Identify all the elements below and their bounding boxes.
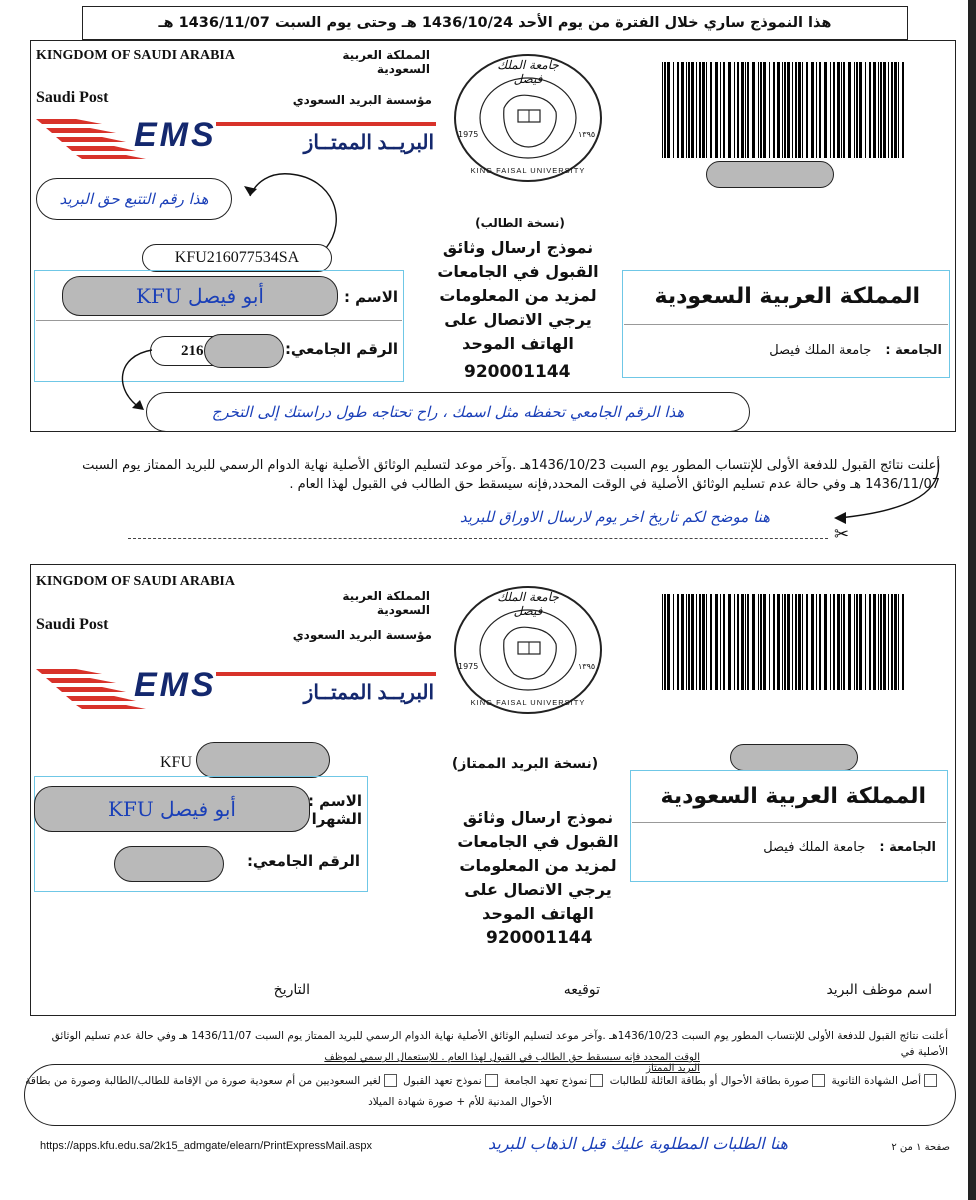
- barcode-bar: [747, 594, 749, 690]
- saudi-post-en: Saudi Post: [36, 89, 109, 106]
- barcode-bar: [681, 62, 684, 158]
- barcode-bar: [737, 594, 739, 690]
- post-university-row: [640, 840, 936, 855]
- barcode-bar: [662, 594, 663, 690]
- checklist-item[interactable]: صورة بطاقة الأحوال أو بطاقة العائلة للطالبات: [610, 1075, 828, 1087]
- tracking-arrow: [230, 160, 350, 250]
- barcode-bar: [811, 594, 814, 690]
- barcode-bar: [686, 594, 687, 690]
- barcode-bar: [664, 594, 666, 690]
- university-seal-2: [452, 584, 604, 716]
- barcode-bar: [667, 62, 670, 158]
- barcode-bar: [898, 594, 899, 690]
- barcode-bar: [843, 62, 845, 158]
- barcode-bar: [888, 594, 889, 690]
- barcode-bar: [792, 594, 793, 690]
- barcode-bar: [752, 594, 755, 690]
- barcode-bar: [888, 62, 889, 158]
- seal-year-hijri: ١٣٩٥: [578, 130, 596, 139]
- barcode-bar: [728, 62, 731, 158]
- barcode: [660, 62, 910, 160]
- notice-text: أعلنت نتائج القبول للدفعة الأولى للإنتساب المطور يوم السبت 1436/10/23هـ .وآخر موعد لتسليم الوثائق الأصلية نهاية الدوام الرسمي للبريد الممتاز يوم السبت 1436/11/07 هـ وفي حالة عدم تسليم الوثائق الأصلية في الوقت المحدد,فإنه سيسقط حق الطالب في القبول لهذا العام .: [82, 458, 940, 492]
- sig-signature: توقيعه: [563, 982, 600, 998]
- seal-english-text: KING FAISAL UNIVERSITY: [470, 166, 586, 175]
- barcode-bar: [784, 594, 786, 690]
- barcode-bar: [802, 594, 803, 690]
- barcode-bar: [688, 594, 690, 690]
- barcode-bar: [673, 594, 674, 690]
- barcode-bar: [710, 62, 712, 158]
- seal-year-greg: 1975: [458, 130, 479, 139]
- ems-logo-2: [36, 666, 436, 710]
- university-row: [630, 343, 942, 358]
- barcode-bar: [763, 62, 766, 158]
- seal-year-hijri-2: ١٣٩٥: [578, 662, 596, 671]
- barcode-bar: [706, 594, 707, 690]
- barcode-bar: [734, 594, 735, 690]
- barcode-bar: [806, 594, 808, 690]
- barcode-bar: [706, 62, 707, 158]
- barcode-bar: [715, 62, 718, 158]
- barcode-bar: [833, 594, 835, 690]
- checklist-item[interactable]: نموذج تعهد القبول: [403, 1075, 501, 1087]
- barcode-bar: [883, 62, 886, 158]
- footer-page: صفحة ١ من ٢: [891, 1142, 950, 1153]
- barcode-bar: [723, 62, 725, 158]
- barcode-bar: [894, 594, 897, 690]
- barcode-bar: [795, 62, 797, 158]
- university-label: الجامعة :: [885, 343, 942, 358]
- barcode-bar: [777, 594, 780, 690]
- post-copy-label: (نسخة البريد الممتاز): [451, 756, 599, 772]
- barcode-bar: [816, 594, 817, 690]
- kingdom-ar-2: المملكة العربية السعودية: [342, 589, 430, 617]
- barcode-bar: [777, 62, 780, 158]
- post-id-label: الرقم الجامعي:: [246, 852, 360, 870]
- barcode-bar: [816, 62, 817, 158]
- barcode-bar: [691, 594, 694, 690]
- barcode-bar: [848, 62, 851, 158]
- barcode-bar: [667, 594, 670, 690]
- saudi-post-ar: مؤسسة البريد السعودي: [292, 93, 432, 107]
- barcode-bar: [741, 594, 744, 690]
- barcode-bars-2: [660, 594, 910, 692]
- barcode-bar: [856, 62, 858, 158]
- barcode-bar: [720, 62, 721, 158]
- seal-arabic-text: جامعة الملك فيصل: [497, 58, 559, 86]
- barcode-bar: [798, 62, 801, 158]
- saudi-post-ar-2: مؤسسة البريد السعودي: [292, 628, 432, 642]
- ems-latin-text-2: EMS: [134, 666, 217, 704]
- barcode-bar: [673, 62, 674, 158]
- cut-line: [128, 538, 828, 539]
- barcode-bar: [859, 594, 862, 690]
- barcode-bar: [902, 594, 904, 690]
- sig-date: التاريخ: [273, 982, 310, 998]
- form-title: نموذج ارسال وثائق القبول في الجامعات لمزيد من المعلومات يرجي الاتصال على الهاتف الموحد: [437, 238, 599, 353]
- barcode-bar: [758, 594, 759, 690]
- student-id-value: 216: [150, 336, 280, 366]
- barcode-bar: [728, 594, 731, 690]
- page-edge: [968, 0, 976, 1200]
- barcode-bar: [856, 594, 858, 690]
- barcode-bar: [720, 594, 721, 690]
- barcode-bar: [854, 594, 855, 690]
- ems-logo: [36, 116, 436, 160]
- barcode-bar: [760, 62, 762, 158]
- barcode-bar: [763, 594, 766, 690]
- barcode-bar: [745, 594, 746, 690]
- student-copy-label: (نسخة الطالب): [475, 216, 565, 230]
- barcode-bar: [865, 62, 866, 158]
- barcode-redacted-2: [730, 744, 858, 771]
- kingdom-en: KINGDOM OF SAUDI ARABIA: [36, 48, 235, 63]
- barcode-bar: [837, 594, 840, 690]
- barcode-bar: [869, 594, 871, 690]
- ems-arabic-text-2: البريــد الممتــاز: [303, 682, 434, 704]
- barcode-bar: [686, 62, 687, 158]
- deadline-arrow: [820, 456, 950, 526]
- barcode-bar: [702, 62, 705, 158]
- barcode-bar: [841, 594, 842, 690]
- notice-small: أعلنت نتائج القبول للدفعة الأولى للإنتساب المطور يوم السبت 1436/10/23هـ .وآخر موعد لتسليم الوثائق الأصلية نهاية الدوام الرسمي للبريد الممتاز يوم السبت 1436/11/07 هـ وفي حالة عدم تسليم الوثائق الأصلية في: [51, 1030, 948, 1058]
- requirements-note: هنا الطلبات المطلوبة عليك قبل الذهاب للبريد: [488, 1134, 788, 1153]
- barcode-bar: [702, 594, 705, 690]
- barcode-redacted: [706, 161, 834, 188]
- student-id-label: الرقم الجامعي:: [284, 340, 398, 358]
- barcode-bar: [758, 62, 759, 158]
- barcode-bar: [830, 594, 831, 690]
- barcode-bar: [848, 594, 851, 690]
- barcode-bar: [880, 594, 882, 690]
- barcode-bar: [769, 594, 770, 690]
- barcode-bar: [737, 62, 739, 158]
- barcode-bar: [891, 62, 893, 158]
- barcode-bar: [696, 62, 697, 158]
- student-id-redacted: [204, 334, 284, 368]
- checklist-item[interactable]: لغير السعوديين من أم سعودية صورة من الإقامة للطالب/الطالبة وصورة من بطاقة: [25, 1075, 400, 1087]
- country-title: المملكة العربية السعودية: [654, 284, 920, 309]
- barcode-bar: [699, 594, 701, 690]
- barcode-bar: [894, 62, 897, 158]
- barcode-bar: [769, 62, 770, 158]
- barcode-bar: [841, 62, 842, 158]
- country-divider: [624, 324, 948, 325]
- ems-arabic-text: البريــد الممتــاز: [303, 132, 434, 154]
- barcode-bar: [869, 62, 871, 158]
- barcode-bar: [662, 62, 663, 158]
- notice-small-2: الوقت المحدد فإنه سيسقط حق الطالب في القبول لهذا العام . للإستعمال الرسمي لموظف البريد الممتاز: [324, 1052, 700, 1074]
- barcode-bar: [811, 62, 814, 158]
- barcode-bar: [696, 594, 697, 690]
- name-value: أبو فيصل KFU: [62, 276, 338, 316]
- barcode-bar: [873, 62, 876, 158]
- barcode-bar: [681, 594, 684, 690]
- barcode-bar: [837, 62, 840, 158]
- footer-url: https://apps.kfu.edu.sa/2k15_admgate/elearn/PrintExpressMail.aspx: [40, 1140, 373, 1152]
- post-form-title: نموذج ارسال وثائق القبول في الجامعات لمزيد من المعلومات يرجي الاتصال على الهاتف الموحد: [457, 808, 619, 923]
- barcode-bar: [824, 594, 827, 690]
- checklist-line2: الأحوال المدنية للأم + صورة شهادة الميلاد: [368, 1096, 552, 1108]
- barcode-bar: [798, 594, 801, 690]
- barcode-bar: [773, 594, 775, 690]
- checklist-row: [25, 1074, 940, 1087]
- barcode-bar: [752, 62, 755, 158]
- barcode-bar: [819, 62, 821, 158]
- tracking-number: KFU216077534SA: [142, 244, 332, 272]
- post-university-label: الجامعة :: [879, 840, 936, 855]
- deadline-note: هنا موضح لكم تاريخ اخر يوم لارسال الاوراق للبريد: [459, 508, 771, 526]
- checklist-item[interactable]: نموذج تعهد الجامعة: [504, 1075, 606, 1087]
- barcode-bar: [688, 62, 690, 158]
- sig-employee: اسم موظف البريد: [826, 982, 932, 998]
- post-country-title: المملكة العربية السعودية: [660, 784, 926, 809]
- barcode-bar: [664, 62, 666, 158]
- barcode-bar: [859, 62, 862, 158]
- validity-banner: هذا النموذج ساري خلال الفترة من يوم الأحد 1436/10/24 هـ وحتى يوم السبت 1436/11/07 هـ: [82, 6, 908, 40]
- barcode-bar: [878, 594, 879, 690]
- post-id-redacted: [114, 846, 224, 882]
- barcode-bar: [699, 62, 701, 158]
- barcode-bar: [773, 62, 775, 158]
- post-university-value: جامعة الملك فيصل: [763, 840, 866, 855]
- barcode-bar: [802, 62, 803, 158]
- barcode-bar: [741, 62, 744, 158]
- barcode-bar: [824, 62, 827, 158]
- barcode-bar: [710, 594, 712, 690]
- barcode-bar: [806, 62, 808, 158]
- barcode-bar: [902, 62, 904, 158]
- barcode-bar: [691, 62, 694, 158]
- barcode-bar: [787, 594, 790, 690]
- seal-year-greg-2: 1975: [458, 662, 479, 671]
- post-country-divider: [632, 822, 946, 823]
- name-label: الاسم :: [343, 288, 398, 306]
- barcode-bar: [865, 594, 866, 690]
- barcode-bar: [792, 62, 793, 158]
- id-note: هذا الرقم الجامعي تحفظه مثل اسمك ، راح تحتاجه طول دراستك إلى التخرج: [146, 392, 750, 432]
- post-name-label-2: الشهرا: [311, 810, 362, 828]
- barcode-bar: [833, 62, 835, 158]
- barcode-bar: [878, 62, 879, 158]
- barcode-bar: [898, 62, 899, 158]
- barcode-bar: [891, 594, 893, 690]
- info-divider: [36, 320, 402, 321]
- barcode-bar: [677, 62, 679, 158]
- barcode-bar: [795, 594, 797, 690]
- barcode-bar: [883, 594, 886, 690]
- barcode-bar: [873, 594, 876, 690]
- kingdom-ar: المملكة العربية السعودية: [342, 48, 430, 76]
- seal-arabic-text-2: جامعة الملك فيصل: [497, 590, 559, 618]
- barcode-bar: [760, 594, 762, 690]
- post-form-phone: 920001144: [486, 928, 593, 948]
- university-seal: [452, 52, 604, 184]
- barcode-bar: [715, 594, 718, 690]
- post-name-label: الاسم :: [307, 792, 362, 810]
- barcode-bar: [747, 62, 749, 158]
- seal-english-text-2: KING FAISAL UNIVERSITY: [470, 698, 586, 707]
- kingdom-en-2: KINGDOM OF SAUDI ARABIA: [36, 574, 235, 589]
- barcode-bar: [745, 62, 746, 158]
- barcode-bar: [843, 594, 845, 690]
- barcode-bar: [784, 62, 786, 158]
- scissors-icon: ✂: [834, 524, 850, 545]
- checklist-item[interactable]: أصل الشهادة الثانوية: [831, 1075, 940, 1087]
- barcode-bar: [723, 594, 725, 690]
- barcode-bars: [660, 62, 910, 160]
- barcode-bar: [677, 594, 679, 690]
- form-phone: 920001144: [464, 362, 571, 382]
- barcode-bar: [854, 62, 855, 158]
- barcode-bar: [830, 62, 831, 158]
- barcode-2: [660, 594, 910, 692]
- barcode-bar: [787, 62, 790, 158]
- ems-latin-text: EMS: [134, 116, 217, 154]
- university-value: جامعة الملك فيصل: [769, 343, 872, 358]
- saudi-post-en-2: Saudi Post: [36, 616, 109, 633]
- tracking-prefix: KFU: [160, 754, 193, 771]
- barcode-bar: [782, 62, 783, 158]
- tracking-redacted: [196, 742, 330, 778]
- barcode-bar: [782, 594, 783, 690]
- post-name-value: أبو فيصل KFU: [34, 786, 310, 832]
- barcode-bar: [880, 62, 882, 158]
- barcode-bar: [734, 62, 735, 158]
- tracking-note: هذا رقم التتبع حق البريد: [36, 178, 232, 220]
- barcode-bar: [819, 594, 821, 690]
